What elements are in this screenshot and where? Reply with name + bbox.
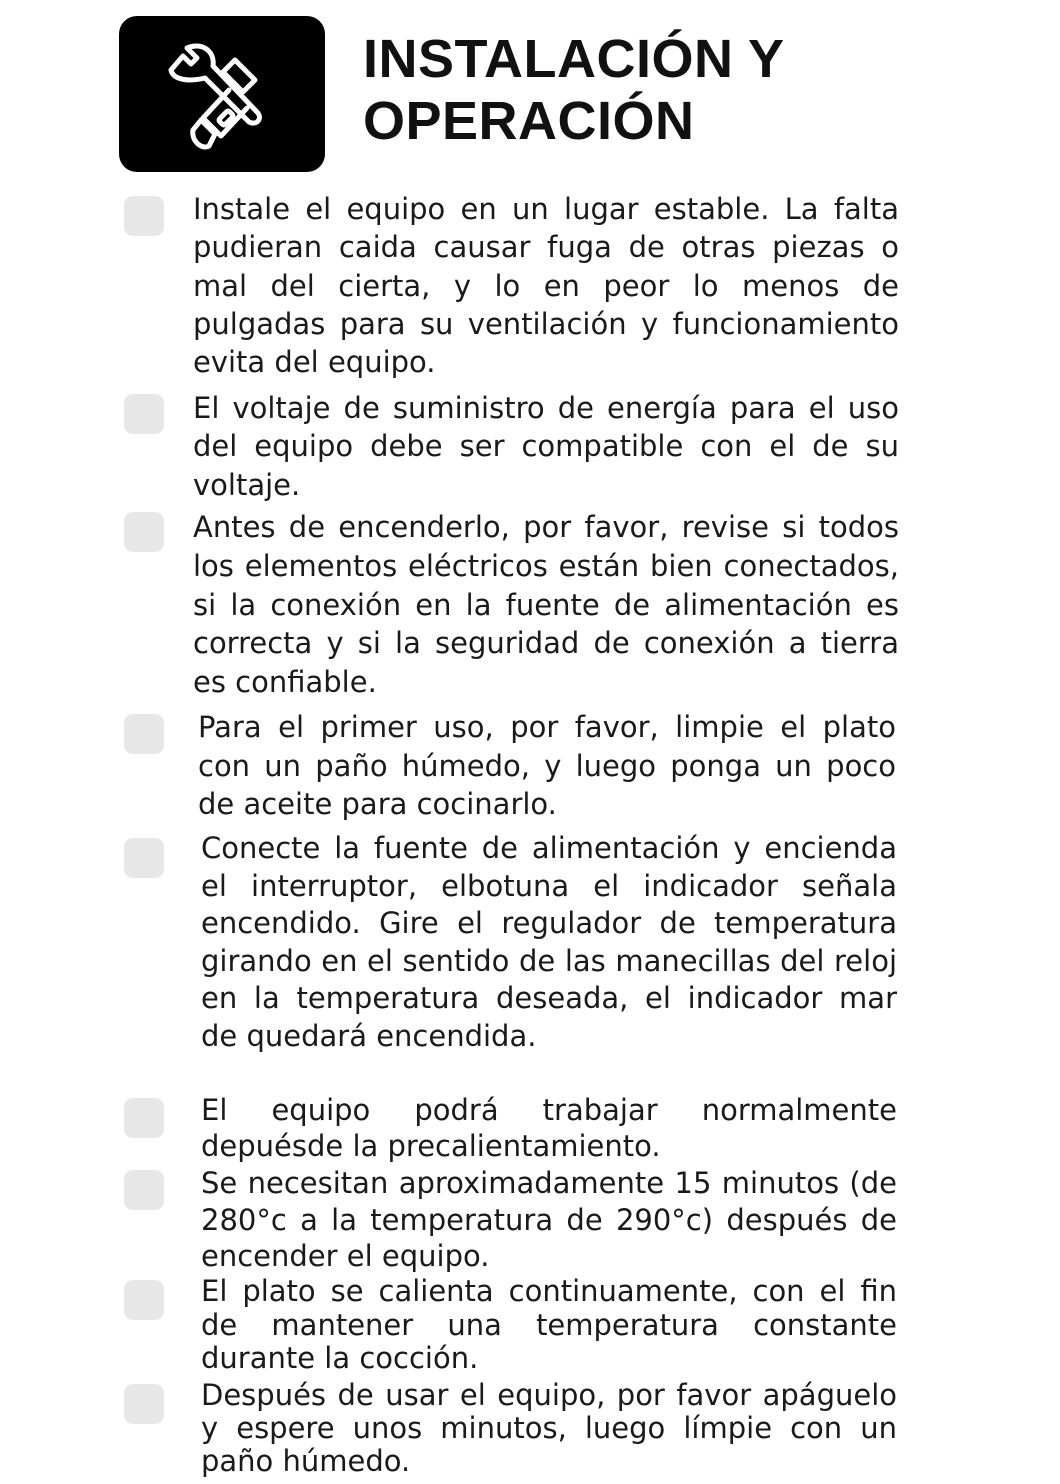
header-badge	[119, 16, 325, 172]
item-text: El equipo podrá trabajar normalmente depuésde la precalientamiento.	[201, 1093, 897, 1163]
item-checkbox[interactable]	[124, 1098, 164, 1138]
item-checkbox[interactable]	[124, 838, 164, 878]
item-checkbox[interactable]	[124, 196, 164, 236]
item-text: Se necesitan aproximadamente 15 minutos (de 280°c a la temperatura de 290°c) después de encender el equipo.	[201, 1166, 897, 1273]
item-checkbox[interactable]	[124, 1384, 164, 1424]
item-text: Antes de encenderlo, por favor, revise si todos los elementos eléctricos están bien conectados, si la conexión en la fuente de alimentación es correcta y si la seguridad de conexión a tierra es confiable.	[193, 510, 899, 700]
page-title	[363, 28, 785, 152]
item-checkbox[interactable]	[124, 512, 164, 552]
item-text: El plato se calienta continuamente, con el fin de mantener una temperatura constante durante la cocción.	[201, 1274, 897, 1375]
title-line-1: INSTALACIÓN Y	[363, 29, 785, 89]
tools-icon	[157, 38, 287, 158]
item-checkbox[interactable]	[124, 1170, 164, 1210]
item-text: Después de usar el equipo, por favor apáguelo y espere unos minutos, luego límpie con un paño húmedo.	[201, 1378, 897, 1478]
item-checkbox[interactable]	[124, 714, 164, 754]
item-text: El voltaje de suministro de energía para el uso del equipo debe ser compatible con el de su voltaje.	[193, 391, 899, 502]
title-line-2: OPERACIÓN	[363, 91, 695, 151]
item-checkbox[interactable]	[124, 394, 164, 434]
item-text: Para el primer uso, por favor, limpie el plato con un paño húmedo, y luego ponga un poco de aceite para cocinarlo.	[198, 710, 896, 821]
item-checkbox[interactable]	[124, 1280, 164, 1320]
item-text: Conecte la fuente de alimentación y encienda el interruptor, elbotuna el indicador señala encendido. Gire el regulador de temperatura girando en el sentido de las manecillas del reloj en la temperatura deseada, el indicador mar de quedará encendida.	[201, 831, 897, 1053]
item-text: Instale el equipo en un lugar estable. La falta pudieran caida causar fuga de otras piezas o mal del cierta, y lo en peor lo menos de pulgadas para su ventilación y funcionamiento evita del equipo.	[193, 192, 899, 380]
